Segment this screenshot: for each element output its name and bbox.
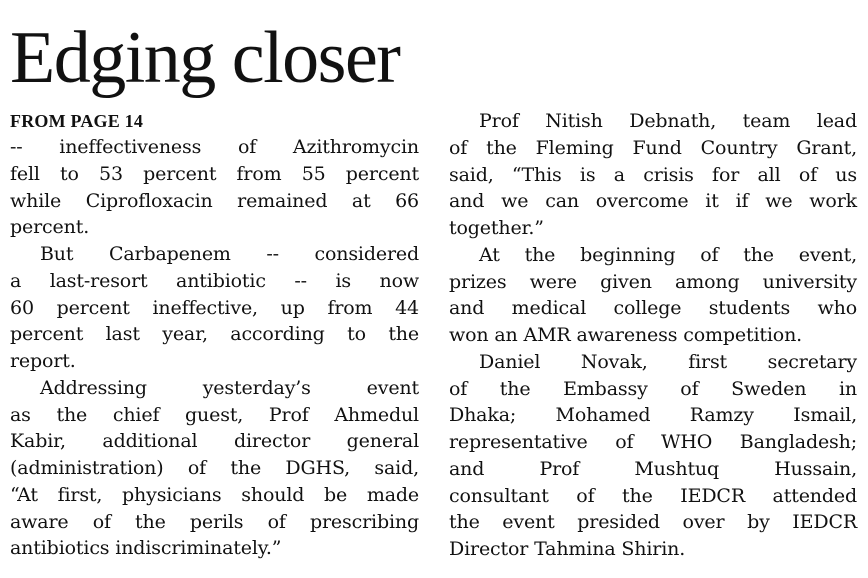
text-line: prizes were given among university [449, 270, 857, 293]
text-line: Director Tahmina Shirin. [449, 538, 686, 560]
text-line: fell to 53 percent from 55 percent [10, 162, 419, 185]
left-column-text [10, 134, 419, 562]
text-line: and Prof Mushtuq Hussain, [449, 457, 857, 480]
text-line: But Carbapenem -- considered [40, 243, 419, 265]
article-column-left [10, 108, 419, 562]
text-line: 60 percent ineffective, up from 44 [10, 296, 419, 319]
text-line: and we can overcome it if we work [449, 190, 857, 213]
text-line: antibiotics indiscriminately.” [10, 537, 282, 560]
text-line: percent. [10, 216, 90, 239]
text-line: Prof Nitish Debnath, team lead [479, 110, 857, 132]
text-line: Addressing yesterday’s event [40, 376, 419, 399]
text-line: representative of WHO Bangladesh; [449, 431, 857, 453]
text-line: as the chief guest, Prof Ahmedul [10, 403, 419, 426]
right-column-text [449, 108, 857, 563]
text-line: said, “This is a crisis for all of us [449, 163, 857, 186]
text-line: of the Fleming Fund Country Grant, [449, 136, 857, 159]
text-line: of the Embassy of Sweden in [449, 377, 857, 400]
text-line: together.” [449, 217, 544, 239]
text-line: while Ciprofloxacin remained at 66 [10, 189, 419, 212]
text-line: report. [10, 350, 76, 372]
text-line: At the beginning of the event, [479, 243, 857, 266]
text-line: “At first, physicians should be made [10, 483, 419, 506]
text-line: Kabir, additional director general [10, 430, 419, 453]
text-line: consultant of the IEDCR attended [449, 484, 857, 507]
headline: Edging closer [10, 17, 400, 99]
text-line: won an AMR awareness competition. [449, 324, 803, 346]
jump-kicker: FROM PAGE 14 [10, 111, 144, 131]
text-line: Dhaka; Mohamed Ramzy Ismail, [449, 404, 857, 427]
text-line: and medical college students who [449, 297, 857, 320]
text-line: aware of the perils of prescribing [10, 510, 419, 533]
text-line: -- ineffectiveness of Azithromycin [10, 136, 419, 158]
text-line: percent last year, according to the [10, 323, 419, 346]
text-line: the event presided over by IEDCR [449, 511, 857, 534]
article-column-right [449, 108, 857, 563]
text-line: (administration) of the DGHS, said, [10, 457, 419, 479]
text-line: Daniel Novak, first secretary [479, 350, 857, 373]
text-line: a last-resort antibiotic -- is now [10, 269, 419, 292]
